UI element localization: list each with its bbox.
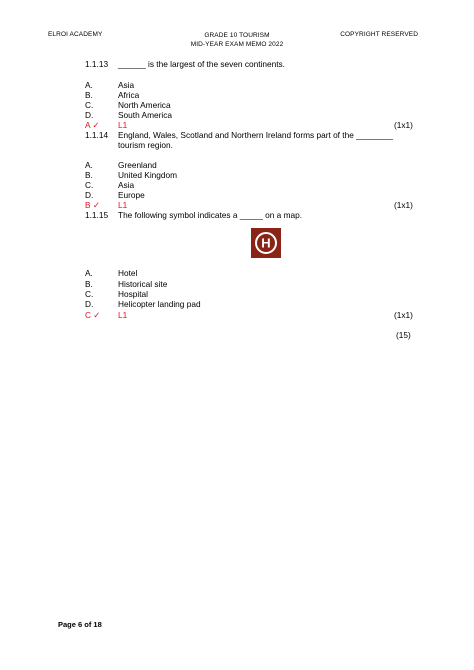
option-letter: D. (85, 190, 94, 200)
option-text: Helicopter landing pad (118, 299, 201, 309)
option-letter: A. (85, 160, 93, 170)
option-letter: C. (85, 180, 94, 190)
option-letter: D. (85, 110, 94, 120)
option-text: United Kingdom (118, 170, 178, 180)
header-subject: GRADE 10 TOURISM (204, 32, 270, 39)
option-text: Africa (118, 90, 140, 100)
option-text: Asia (118, 180, 135, 190)
option-text: Hotel (118, 268, 138, 278)
option-text: Greenland (118, 160, 157, 170)
question-number: 1.1.14 (85, 130, 109, 140)
option-letter: B. (85, 279, 93, 289)
answer-key: A ✓ (85, 120, 100, 130)
answer-key: B ✓ (85, 200, 100, 210)
question-number: 1.1.15 (85, 210, 109, 220)
hospital-h-icon (251, 228, 281, 258)
header-copyright: COPYRIGHT RESERVED (340, 31, 418, 38)
question-number: 1.1.13 (85, 59, 109, 69)
mark-allocation: (1x1) (394, 310, 413, 320)
option-letter: C. (85, 289, 94, 299)
question-text-continued: tourism region. (118, 140, 173, 150)
option-letter: D. (85, 299, 94, 309)
option-letter: A. (85, 268, 93, 278)
option-text: Hospital (118, 289, 148, 299)
option-letter: C. (85, 100, 94, 110)
page-number: Page 6 of 18 (58, 620, 102, 629)
cognitive-level: L1 (118, 120, 128, 130)
question-text: ______ is the largest of the seven continents. (118, 59, 285, 69)
option-letter: B. (85, 90, 93, 100)
question-text: England, Wales, Scotland and Northern Ireland forms part of the ________ (118, 130, 394, 140)
cognitive-level: L1 (118, 310, 128, 320)
hospital-map-symbol-icon (251, 228, 281, 258)
option-text: South America (118, 110, 172, 120)
cognitive-level: L1 (118, 200, 128, 210)
mark-allocation: (1x1) (394, 120, 413, 130)
option-text: North America (118, 100, 171, 110)
question-text: The following symbol indicates a _____ on a map. (118, 210, 303, 220)
option-letter: B. (85, 170, 93, 180)
answer-key: C ✓ (85, 310, 101, 320)
option-text: Europe (118, 190, 145, 200)
option-letter: A. (85, 80, 93, 90)
section-total: (15) (396, 330, 411, 340)
option-text: Asia (118, 80, 135, 90)
mark-allocation: (1x1) (394, 200, 413, 210)
option-text: Historical site (118, 279, 168, 289)
header-school-name: ELROI ACADEMY (48, 31, 103, 38)
header-exam-name: MID-YEAR EXAM MEMO 2022 (190, 41, 284, 48)
symbol-letter: H (261, 235, 271, 251)
